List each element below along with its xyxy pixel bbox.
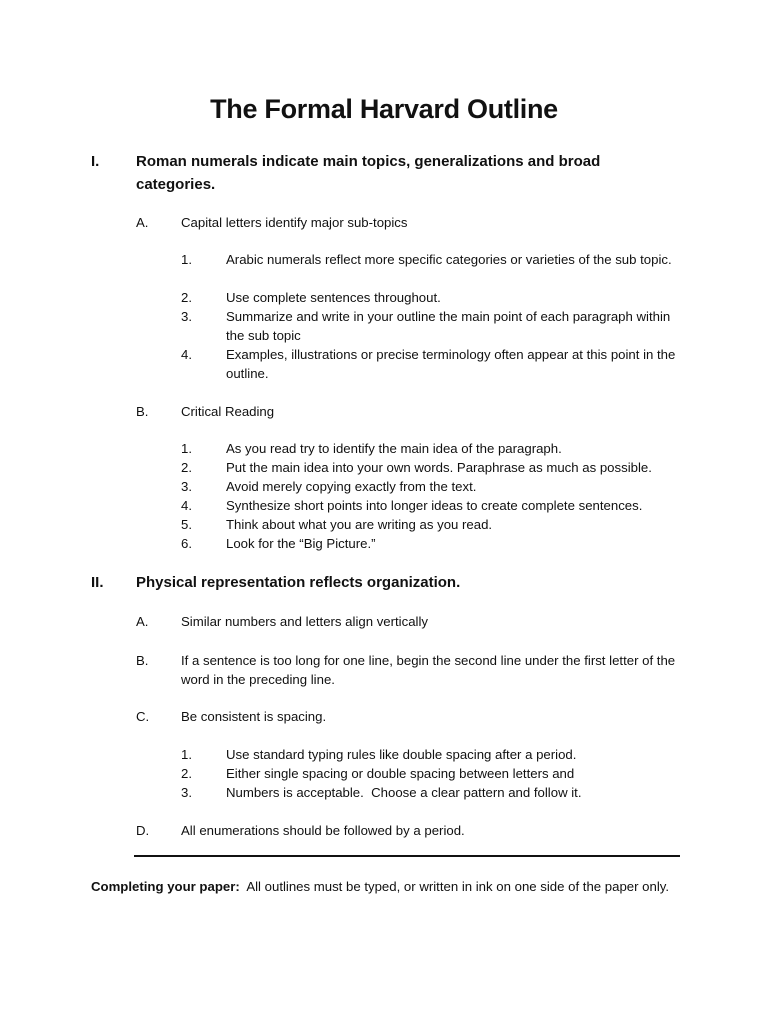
list-item — [181, 439, 676, 458]
list-item — [181, 250, 676, 269]
list-item — [181, 307, 676, 345]
letter-marker: C. — [136, 709, 150, 724]
number-marker: 4. — [181, 498, 192, 513]
horizontal-rule — [134, 855, 680, 857]
list-item-text: Summarize and write in your outline the main point of each paragraph within the sub topic — [226, 309, 671, 343]
subtopic-text: Critical Reading — [181, 404, 275, 419]
list-item — [181, 515, 676, 534]
number-marker: 3. — [181, 309, 192, 324]
subtopic-text: If a sentence is too long for one line, begin the second line under the first letter of the word in the preceding line. — [181, 653, 676, 687]
number-marker: 1. — [181, 747, 192, 762]
list-item — [181, 745, 676, 764]
list-item-text: Arabic numerals reflect more specific categories or varieties of the sub topic. — [226, 252, 672, 267]
list-item-text: Numbers is acceptable. Choose a clear pattern and follow it. — [226, 785, 582, 800]
list-item — [181, 458, 676, 477]
letter-marker: A. — [136, 215, 149, 230]
list-item — [181, 496, 676, 515]
list-item-text: Use standard typing rules like double spacing after a period. — [226, 747, 577, 762]
number-marker: 2. — [181, 460, 192, 475]
section-heading — [91, 150, 651, 196]
list-item-text: Examples, illustrations or precise terminology often appear at this point in the outline. — [226, 347, 676, 381]
subtopic — [136, 651, 681, 689]
subtopic — [136, 402, 681, 421]
letter-marker: B. — [136, 653, 149, 668]
list-item-text: Look for the “Big Picture.” — [226, 536, 376, 551]
subtopic — [136, 821, 681, 840]
list-item — [181, 345, 676, 383]
subtopic-text: Similar numbers and letters align vertically — [181, 614, 428, 629]
subtopic — [136, 612, 681, 631]
list-item-text: Use complete sentences throughout. — [226, 290, 441, 305]
list-item-text: Either single spacing or double spacing between letters and — [226, 766, 575, 781]
number-marker: 2. — [181, 766, 192, 781]
number-marker: 1. — [181, 252, 192, 267]
list-item — [181, 477, 676, 496]
list-item-text: Think about what you are writing as you read. — [226, 517, 493, 532]
subtopic-text: Capital letters identify major sub-topics — [181, 215, 408, 230]
number-marker: 5. — [181, 517, 192, 532]
number-marker: 3. — [181, 479, 192, 494]
number-marker: 2. — [181, 290, 192, 305]
roman-marker: II. — [91, 574, 104, 591]
list-item-text: As you read try to identify the main idea of the paragraph. — [226, 441, 562, 456]
list-item-text: Put the main idea into your own words. Paraphrase as much as possible. — [226, 460, 652, 475]
footer-label: Completing your paper: — [91, 879, 240, 894]
number-marker: 3. — [181, 785, 192, 800]
letter-marker: B. — [136, 404, 149, 419]
list-item-text: Avoid merely copying exactly from the text. — [226, 479, 477, 494]
list-item — [181, 288, 676, 307]
number-marker: 6. — [181, 536, 192, 551]
footer-note — [91, 877, 681, 896]
list-item — [181, 764, 676, 783]
list-item — [181, 534, 676, 553]
page-title: The Formal Harvard Outline — [210, 94, 558, 124]
roman-marker: I. — [91, 153, 100, 170]
section-text: Roman numerals indicate main topics, generalizations and broad categories. — [136, 153, 601, 193]
number-marker: 4. — [181, 347, 192, 362]
list-item — [181, 783, 676, 802]
section-heading — [91, 571, 651, 594]
subtopic — [136, 213, 681, 232]
letter-marker: A. — [136, 614, 149, 629]
subtopic-text: Be consistent is spacing. — [181, 709, 327, 724]
number-marker: 1. — [181, 441, 192, 456]
list-item-text: Synthesize short points into longer ideas to create complete sentences. — [226, 498, 643, 513]
footer-text: All outlines must be typed, or written in ink on one side of the paper only. — [239, 879, 670, 894]
subtopic-text: All enumerations should be followed by a period. — [181, 823, 465, 838]
section-text: Physical representation reflects organization. — [136, 574, 461, 591]
subtopic — [136, 707, 681, 726]
letter-marker: D. — [136, 823, 150, 838]
